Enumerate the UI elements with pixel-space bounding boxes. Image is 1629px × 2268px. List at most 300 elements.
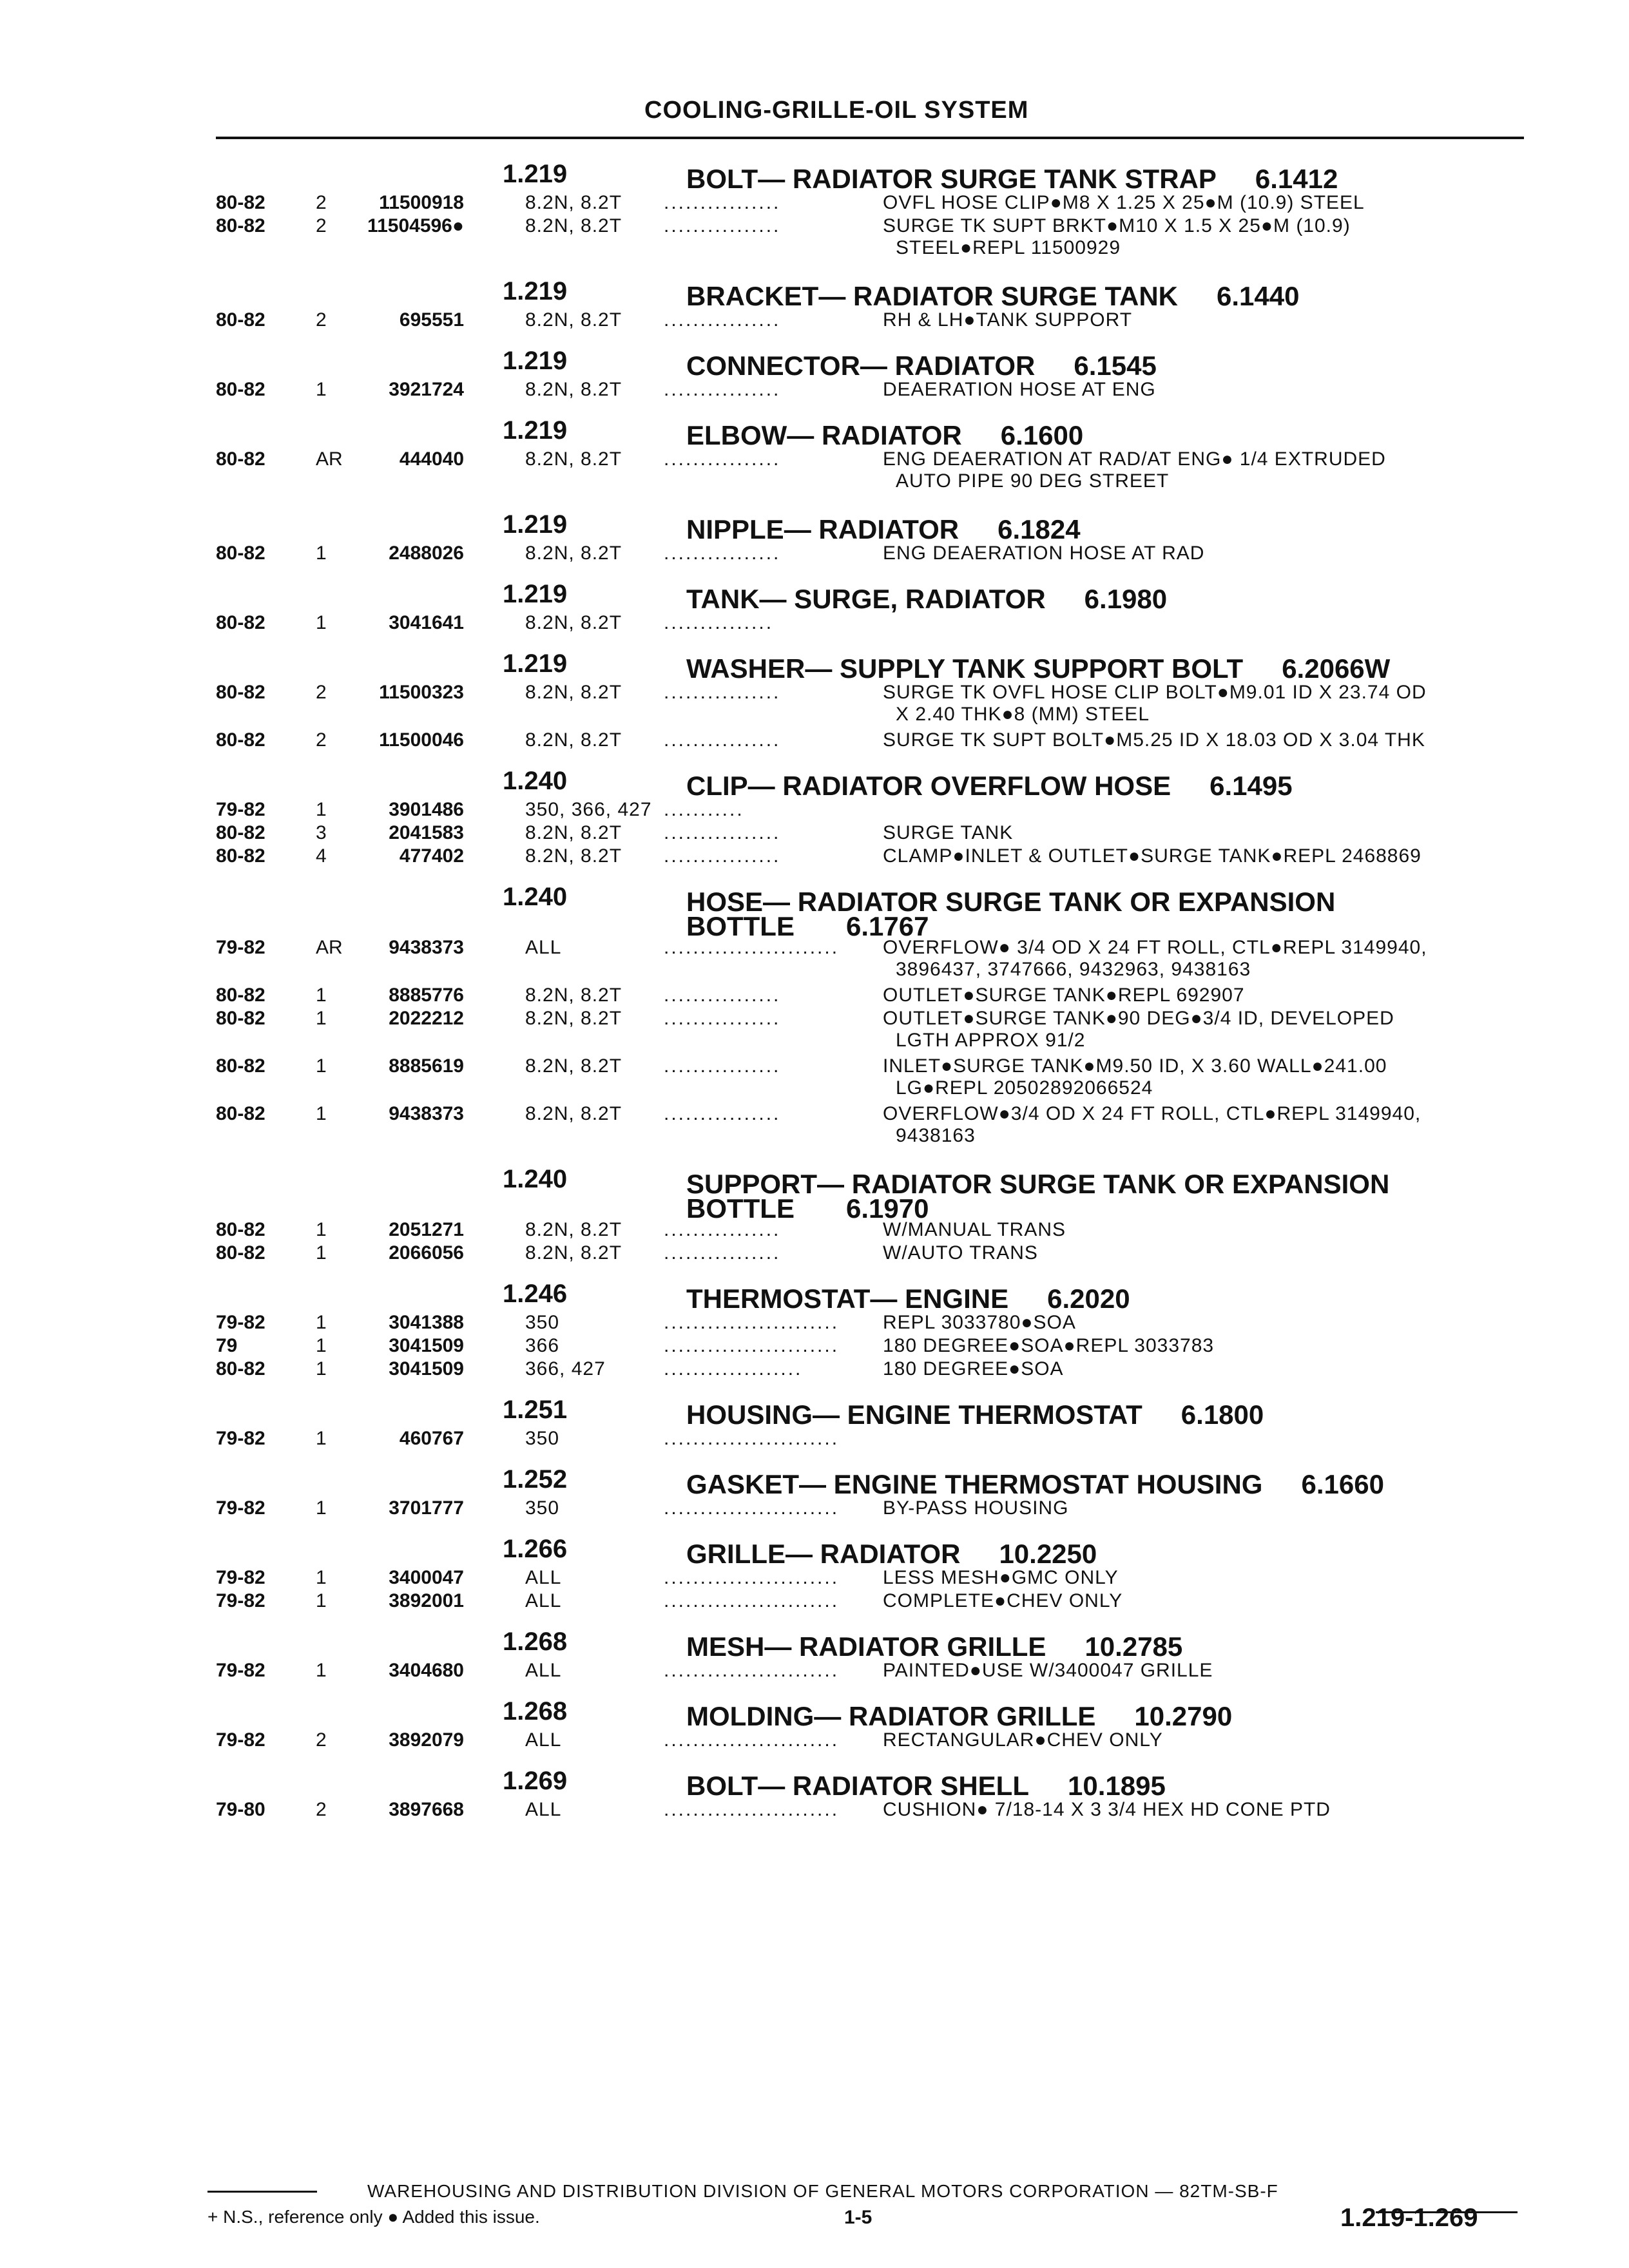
group-code: 1.251	[503, 1396, 568, 1424]
description	[883, 1242, 1527, 1264]
application: 8.2N, 8.2T	[525, 1008, 622, 1029]
leader-dots: ................	[664, 448, 781, 470]
group-name-text: ELBOW— RADIATOR	[686, 420, 962, 450]
part-group	[0, 1762, 1629, 1822]
model-years: 79-82	[216, 1729, 265, 1751]
group-code: 1.268	[503, 1697, 568, 1725]
application: 8.2N, 8.2T	[525, 612, 622, 633]
description	[883, 1590, 1527, 1612]
model-years: 80-82	[216, 1055, 265, 1077]
leader-dots: ................	[664, 729, 781, 751]
model-years: 80-82	[216, 985, 265, 1006]
application: 350	[525, 1428, 560, 1449]
description-line: LGTH APPROX 91/2	[896, 1030, 1086, 1051]
group-name	[686, 1539, 1097, 1570]
leader-dots: ........................	[664, 1567, 840, 1588]
quantity: 3	[316, 822, 327, 843]
quantity: 2	[316, 309, 327, 331]
group-number: 10.1895	[1067, 1771, 1166, 1801]
description-line: ENG DEAERATION AT RAD/AT ENG● 1/4 EXTRUDED	[883, 448, 1386, 470]
description-line: INLET●SURGE TANK●M9.50 ID, X 3.60 WALL●241.00	[883, 1055, 1387, 1077]
application: 8.2N, 8.2T	[525, 822, 622, 843]
group-name-text: SUPPORT— RADIATOR SURGE TANK OR EXPANSION	[686, 1169, 1390, 1199]
application: 8.2N, 8.2T	[525, 309, 622, 331]
part-number: 9438373	[389, 937, 464, 958]
part-row	[0, 822, 1629, 845]
quantity: 2	[316, 215, 327, 236]
model-years: 80-82	[216, 1008, 265, 1029]
application: 8.2N, 8.2T	[525, 1055, 622, 1077]
group-code: 1.269	[503, 1767, 568, 1795]
part-group	[0, 1274, 1629, 1381]
part-row	[0, 799, 1629, 822]
group-name	[686, 420, 1083, 451]
group-number: 6.1545	[1074, 351, 1157, 381]
part-row	[0, 729, 1629, 753]
model-years: 80-82	[216, 1242, 265, 1264]
group-name-line2-text: BOTTLE	[686, 911, 795, 941]
quantity: 1	[316, 1008, 327, 1029]
model-years: 80-82	[216, 379, 265, 400]
description-line: DEAERATION HOSE AT ENG	[883, 379, 1156, 400]
application: 8.2N, 8.2T	[525, 729, 622, 751]
part-number: 2022212	[389, 1008, 464, 1029]
quantity: 1	[316, 1103, 327, 1124]
application: 8.2N, 8.2T	[525, 448, 622, 470]
part-group	[0, 644, 1629, 753]
description	[883, 1103, 1527, 1147]
part-group	[0, 878, 1629, 1151]
description	[883, 1660, 1527, 1682]
description	[883, 985, 1527, 1006]
application: 8.2N, 8.2T	[525, 379, 622, 400]
part-row	[0, 1358, 1629, 1381]
leader-dots: ...................	[664, 1358, 803, 1379]
group-name-text: GASKET— ENGINE THERMOSTAT HOUSING	[686, 1469, 1263, 1499]
group-code: 1.219	[503, 649, 568, 678]
part-number: 3901486	[389, 799, 464, 820]
part-number: 3041388	[389, 1312, 464, 1333]
leader-dots: ........................	[664, 1660, 840, 1681]
part-row	[0, 1008, 1629, 1055]
part-row	[0, 1660, 1629, 1683]
part-group	[0, 1530, 1629, 1613]
quantity: AR	[316, 937, 343, 958]
group-code: 1.240	[503, 883, 568, 911]
group-number: 6.1767	[845, 911, 929, 941]
model-years: 80-82	[216, 543, 265, 564]
group-name-text: HOUSING— ENGINE THERMOSTAT	[686, 1399, 1142, 1430]
part-number: 11500918	[379, 192, 464, 213]
part-number: 2488026	[389, 543, 464, 564]
part-row	[0, 309, 1629, 332]
part-row	[0, 1312, 1629, 1335]
group-number: 10.2790	[1134, 1701, 1233, 1731]
leader-dots: ................	[664, 543, 781, 564]
part-number: 460767	[399, 1428, 464, 1449]
description	[883, 448, 1527, 492]
group-code: 1.252	[503, 1465, 568, 1494]
group-number: 6.1412	[1255, 164, 1338, 194]
group-code: 1.240	[503, 767, 568, 795]
model-years: 79-82	[216, 937, 265, 958]
quantity: 2	[316, 192, 327, 213]
group-name	[686, 1283, 1130, 1314]
group-number: 10.2785	[1084, 1631, 1183, 1662]
leader-dots: ................	[664, 1008, 781, 1029]
leader-dots: ................	[664, 985, 781, 1006]
application: 366	[525, 1335, 560, 1356]
group-name-text: WASHER— SUPPLY TANK SUPPORT BOLT	[686, 653, 1244, 684]
quantity: 1	[316, 1567, 327, 1588]
footer-rule-left	[207, 2191, 317, 2193]
description-line: X 2.40 THK●8 (MM) STEEL	[896, 704, 1150, 725]
quantity: 1	[316, 1055, 327, 1077]
part-number: 8885619	[389, 1055, 464, 1077]
model-years: 79-82	[216, 1497, 265, 1519]
group-number: 6.1980	[1084, 584, 1168, 614]
description	[883, 682, 1527, 726]
description-line: RH & LH●TANK SUPPORT	[883, 309, 1133, 331]
group-header	[0, 1692, 1629, 1729]
leader-dots: ........................	[664, 1428, 840, 1449]
group-number: 10.2250	[999, 1539, 1097, 1569]
application: 8.2N, 8.2T	[525, 1219, 622, 1240]
part-row	[0, 543, 1629, 566]
description	[883, 1055, 1527, 1099]
part-number: 444040	[399, 448, 464, 470]
application: 8.2N, 8.2T	[525, 215, 622, 236]
part-row	[0, 1242, 1629, 1265]
group-header	[0, 575, 1629, 612]
model-years: 80-82	[216, 729, 265, 751]
application: 8.2N, 8.2T	[525, 543, 622, 564]
group-header	[0, 272, 1629, 309]
part-row	[0, 215, 1629, 263]
part-group	[0, 762, 1629, 869]
part-row	[0, 937, 1629, 985]
model-years: 80-82	[216, 682, 265, 703]
description-line: BY-PASS HOUSING	[883, 1497, 1069, 1519]
part-row	[0, 845, 1629, 869]
description-line: LG●REPL 20502892066524	[896, 1077, 1153, 1099]
description	[883, 379, 1527, 401]
part-row	[0, 379, 1629, 402]
group-code: 1.219	[503, 160, 568, 188]
part-row	[0, 1567, 1629, 1590]
model-years: 79-82	[216, 1428, 265, 1449]
part-number: 3400047	[389, 1567, 464, 1588]
parts-list	[0, 155, 1629, 1831]
group-number: 6.2020	[1047, 1283, 1130, 1314]
application: 350, 366, 427	[525, 799, 652, 820]
part-number: 11500323	[379, 682, 464, 703]
model-years: 79-80	[216, 1799, 265, 1820]
description	[883, 937, 1527, 981]
description-line: OUTLET●SURGE TANK●REPL 692907	[883, 985, 1245, 1006]
group-header	[0, 1622, 1629, 1660]
group-code: 1.268	[503, 1628, 568, 1656]
description-line: 180 DEGREE●SOA●REPL 3033783	[883, 1335, 1215, 1356]
group-header	[0, 644, 1629, 682]
quantity: 1	[316, 1428, 327, 1449]
model-years: 80-82	[216, 448, 265, 470]
group-header	[0, 878, 1629, 941]
group-name-text: HOSE— RADIATOR SURGE TANK OR EXPANSION	[686, 887, 1336, 917]
part-number: 2051271	[389, 1219, 464, 1240]
model-years: 80-82	[216, 822, 265, 843]
group-name	[686, 514, 1081, 545]
group-header	[0, 1460, 1629, 1497]
group-name-text: MOLDING— RADIATOR GRILLE	[686, 1701, 1096, 1731]
model-years: 79-82	[216, 1567, 265, 1588]
description-line: W/MANUAL TRANS	[883, 1219, 1066, 1240]
leader-dots: ........................	[664, 1799, 840, 1820]
leader-dots: ................	[664, 845, 781, 867]
group-name-text: THERMOSTAT— ENGINE	[686, 1283, 1009, 1314]
application: ALL	[525, 937, 562, 958]
part-row	[0, 448, 1629, 496]
part-row	[0, 192, 1629, 215]
group-number: 6.1440	[1217, 281, 1300, 311]
application: 8.2N, 8.2T	[525, 845, 622, 867]
group-header	[0, 1160, 1629, 1224]
group-name	[686, 771, 1293, 802]
part-number: 3921724	[389, 379, 464, 400]
description	[883, 215, 1527, 259]
group-name	[686, 164, 1338, 195]
group-name	[686, 1701, 1232, 1732]
description-line: STEEL●REPL 11500929	[896, 237, 1121, 258]
leader-dots: ................	[664, 215, 781, 236]
description	[883, 845, 1527, 867]
part-number: 3892001	[389, 1590, 464, 1611]
part-number: 477402	[399, 845, 464, 867]
description-line: RECTANGULAR●CHEV ONLY	[883, 1729, 1163, 1751]
quantity: 1	[316, 1358, 327, 1379]
model-years: 80-82	[216, 845, 265, 867]
part-number: 8885776	[389, 985, 464, 1006]
quantity: 1	[316, 799, 327, 820]
leader-dots: ................	[664, 1055, 781, 1077]
group-name-text: BOLT— RADIATOR SURGE TANK STRAP	[686, 164, 1217, 194]
group-name-text: NIPPLE— RADIATOR	[686, 514, 959, 544]
description	[883, 1335, 1527, 1357]
group-number: 6.1600	[1000, 420, 1084, 450]
group-name	[686, 351, 1157, 381]
group-name	[686, 1399, 1264, 1430]
part-group	[0, 341, 1629, 402]
group-name-text: CLIP— RADIATOR OVERFLOW HOSE	[686, 771, 1171, 801]
model-years: 80-82	[216, 215, 265, 236]
leader-dots: ................	[664, 1219, 781, 1240]
part-group	[0, 272, 1629, 332]
part-row	[0, 1103, 1629, 1151]
description-line: REPL 3033780●SOA	[883, 1312, 1076, 1333]
description-line: OVFL HOSE CLIP●M8 X 1.25 X 25●M (10.9) STEEL	[883, 192, 1365, 213]
footer-division: WAREHOUSING AND DISTRIBUTION DIVISION OF GENERAL MOTORS CORPORATION — 82TM-SB-F	[367, 2181, 1278, 2201]
model-years: 80-82	[216, 309, 265, 331]
group-header	[0, 411, 1629, 448]
description	[883, 1219, 1527, 1241]
group-number: 6.2066W	[1282, 653, 1391, 684]
quantity: 2	[316, 729, 327, 751]
group-number: 6.1824	[998, 514, 1081, 544]
group-code: 1.219	[503, 510, 568, 539]
quantity: 4	[316, 845, 327, 867]
quantity: 1	[316, 543, 327, 564]
quantity: 2	[316, 682, 327, 703]
model-years: 80-82	[216, 1219, 265, 1240]
application: 8.2N, 8.2T	[525, 682, 622, 703]
part-row	[0, 985, 1629, 1008]
page-range: 1.219-1.269	[1340, 2204, 1478, 2232]
part-row	[0, 1497, 1629, 1521]
leader-dots: ........................	[664, 1312, 840, 1333]
quantity: 1	[316, 1660, 327, 1681]
description-line: SURGE TK SUPT BRKT●M10 X 1.5 X 25●M (10.9)	[883, 215, 1351, 236]
description-line: AUTO PIPE 90 DEG STREET	[896, 470, 1170, 492]
group-header	[0, 341, 1629, 379]
part-group	[0, 505, 1629, 566]
group-number: 6.1800	[1181, 1399, 1264, 1430]
application: 350	[525, 1312, 560, 1333]
quantity: 2	[316, 1729, 327, 1751]
description	[883, 729, 1527, 751]
leader-dots: ........................	[664, 1497, 840, 1519]
group-name-text: CONNECTOR— RADIATOR	[686, 351, 1036, 381]
leader-dots: ...............	[664, 612, 774, 633]
description-line: LESS MESH●GMC ONLY	[883, 1567, 1119, 1588]
group-name-text: GRILLE— RADIATOR	[686, 1539, 961, 1569]
application: 8.2N, 8.2T	[525, 192, 622, 213]
description-line: 9438163	[896, 1125, 976, 1146]
group-code: 1.219	[503, 277, 568, 305]
description-line: OVERFLOW● 3/4 OD X 24 FT ROLL, CTL●REPL 3149940,	[883, 937, 1427, 958]
description-line: 3896437, 3747666, 9432963, 9438163	[896, 959, 1251, 980]
group-code: 1.219	[503, 416, 568, 445]
application: 366, 427	[525, 1358, 606, 1379]
model-years: 80-82	[216, 612, 265, 633]
part-row	[0, 1428, 1629, 1451]
group-header	[0, 762, 1629, 799]
part-group	[0, 575, 1629, 635]
description-line: SURGE TK OVFL HOSE CLIP BOLT●M9.01 ID X 23.74 OD	[883, 682, 1427, 703]
application: ALL	[525, 1567, 562, 1588]
application: ALL	[525, 1799, 562, 1820]
part-number: 11504596●	[367, 215, 464, 236]
part-group	[0, 1692, 1629, 1753]
description	[883, 309, 1527, 331]
part-number: 695551	[399, 309, 464, 331]
description	[883, 1567, 1527, 1589]
group-header	[0, 505, 1629, 543]
description-line: CLAMP●INLET & OUTLET●SURGE TANK●REPL 2468869	[883, 845, 1422, 867]
description	[883, 543, 1527, 564]
part-number: 3041509	[389, 1358, 464, 1379]
description-line: ENG DEAERATION HOSE AT RAD	[883, 543, 1205, 564]
description-line: OUTLET●SURGE TANK●90 DEG●3/4 ID, DEVELOPED	[883, 1008, 1394, 1029]
part-row	[0, 1799, 1629, 1822]
model-years: 79-82	[216, 1660, 265, 1681]
group-name-text: TANK— SURGE, RADIATOR	[686, 584, 1046, 614]
model-years: 80-82	[216, 1103, 265, 1124]
description	[883, 822, 1527, 844]
group-name	[686, 1469, 1384, 1500]
leader-dots: ........................	[664, 937, 840, 958]
quantity: 1	[316, 1497, 327, 1519]
part-number: 3404680	[389, 1660, 464, 1681]
model-years: 79	[216, 1335, 238, 1356]
description-line: COMPLETE●CHEV ONLY	[883, 1590, 1123, 1611]
group-code: 1.266	[503, 1535, 568, 1563]
leader-dots: ................	[664, 1242, 781, 1264]
part-number: 3041509	[389, 1335, 464, 1356]
group-header	[0, 1762, 1629, 1799]
leader-dots: ........................	[664, 1335, 840, 1356]
part-number: 3701777	[389, 1497, 464, 1519]
description	[883, 1312, 1527, 1334]
group-code: 1.240	[503, 1165, 568, 1193]
leader-dots: ................	[664, 379, 781, 400]
leader-dots: ................	[664, 1103, 781, 1124]
part-number: 11500046	[379, 729, 464, 751]
page-number: 1-5	[844, 2207, 872, 2228]
description-line: OVERFLOW●3/4 OD X 24 FT ROLL, CTL●REPL 3149940,	[883, 1103, 1422, 1124]
part-row	[0, 612, 1629, 635]
part-number: 3897668	[389, 1799, 464, 1820]
part-row	[0, 1055, 1629, 1103]
part-group	[0, 1390, 1629, 1451]
part-row	[0, 682, 1629, 729]
part-number: 3041641	[389, 612, 464, 633]
group-code: 1.246	[503, 1280, 568, 1308]
description-line: SURGE TK SUPT BOLT●M5.25 ID X 18.03 OD X 3.04 THK	[883, 729, 1425, 751]
group-number: 6.1970	[845, 1193, 929, 1224]
model-years: 79-82	[216, 799, 265, 820]
quantity: 1	[316, 1219, 327, 1240]
description	[883, 192, 1527, 214]
title-rule	[216, 137, 1524, 139]
footer-note: + N.S., reference only ● Added this issue.	[207, 2207, 540, 2227]
model-years: 79-82	[216, 1590, 265, 1611]
model-years: 80-82	[216, 192, 265, 213]
group-name	[686, 653, 1390, 684]
description-line: CUSHION● 7/18-14 X 3 3/4 HEX HD CONE PTD	[883, 1799, 1331, 1820]
leader-dots: ........................	[664, 1590, 840, 1611]
application: ALL	[525, 1729, 562, 1751]
description-line: PAINTED●USE W/3400047 GRILLE	[883, 1660, 1213, 1681]
group-name	[686, 1631, 1182, 1662]
part-row	[0, 1590, 1629, 1613]
description	[883, 1799, 1527, 1821]
quantity: 1	[316, 1242, 327, 1264]
leader-dots: ................	[664, 822, 781, 843]
group-name-line2-text: BOTTLE	[686, 1193, 795, 1224]
description	[883, 1008, 1527, 1052]
part-group	[0, 1160, 1629, 1265]
group-name	[686, 1771, 1166, 1802]
leader-dots: ................	[664, 192, 781, 213]
group-header	[0, 1274, 1629, 1312]
group-number: 6.1660	[1301, 1469, 1384, 1499]
application: 8.2N, 8.2T	[525, 1103, 622, 1124]
part-group	[0, 155, 1629, 263]
leader-dots: ........................	[664, 1729, 840, 1751]
application: 350	[525, 1497, 560, 1519]
group-header	[0, 1530, 1629, 1567]
application: ALL	[525, 1660, 562, 1681]
